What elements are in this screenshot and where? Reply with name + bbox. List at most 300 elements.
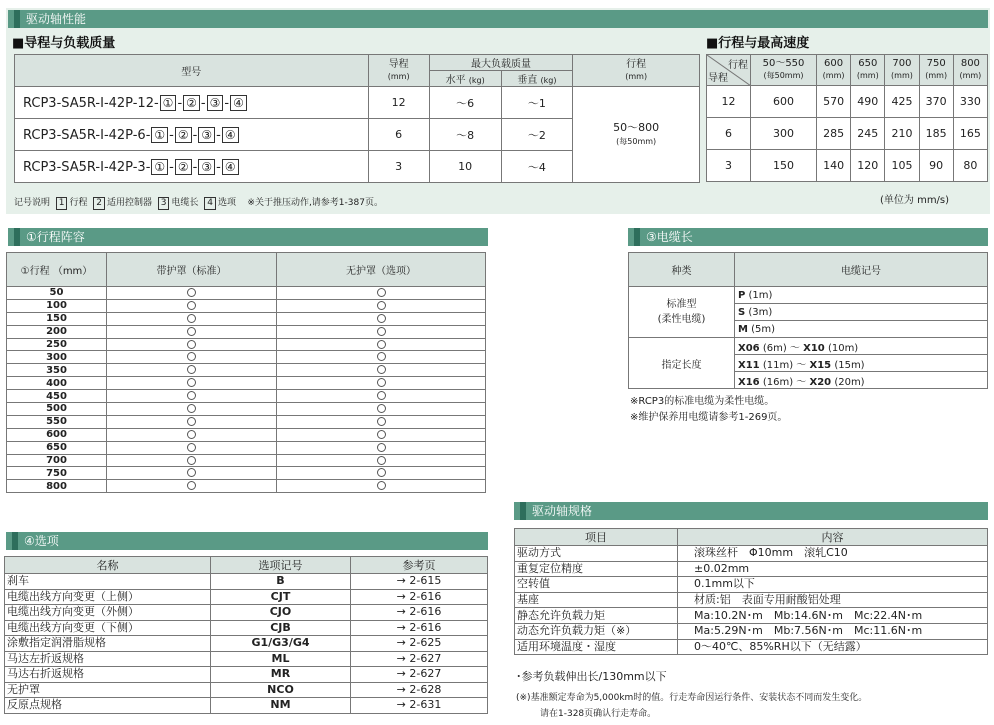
horizontal-cell: ～6 <box>429 87 501 119</box>
cable-code-cell <box>735 338 988 355</box>
speed-lead: 6 <box>707 118 751 150</box>
cable-note-2: ※维护保养用电缆请参考1-269页。 <box>630 412 788 423</box>
model-cell: RCP3-SA5R-I-42P-3- ① - ② - ③ - ④ <box>15 151 369 183</box>
col-text: 600 <box>824 58 844 69</box>
table-row <box>7 467 486 480</box>
table-row <box>7 428 486 441</box>
with-cover-cell <box>107 467 277 480</box>
option-code: NCO <box>211 682 351 698</box>
with-cover-cell <box>107 377 277 390</box>
suffix-box: ③ <box>207 95 224 111</box>
speed-value: 165 <box>953 118 987 150</box>
stroke-note: (每50mm) <box>616 137 657 146</box>
cable-code-cell <box>735 321 988 338</box>
legend-box: 3 <box>158 197 170 210</box>
table-row <box>515 623 988 639</box>
table-row <box>7 377 486 390</box>
stroke-value: 450 <box>7 390 107 403</box>
option-name: 电缆出线方向变更（上侧） <box>5 589 211 605</box>
legend-text: 电缆长 <box>171 198 199 208</box>
stroke-value: 300 <box>7 351 107 364</box>
option-name: 马达左折返规格 <box>5 651 211 667</box>
col-unit: (mm) <box>959 71 982 80</box>
suffix-box: ④ <box>230 95 247 111</box>
options-body <box>5 574 488 714</box>
legend-text: 选项 <box>217 198 236 208</box>
available-circle-icon <box>377 391 386 400</box>
lead-unit: (mm) <box>387 71 410 81</box>
speed-value: 570 <box>817 86 851 118</box>
option-name: 刹车 <box>5 574 211 590</box>
stroke-value: 250 <box>7 338 107 351</box>
spec-content: 0～40℃、85%RH以下（无结露） <box>678 639 988 655</box>
speed-corner-cell <box>707 55 751 86</box>
speed-value: 370 <box>919 86 953 118</box>
legend-box: 2 <box>93 197 105 210</box>
available-circle-icon <box>187 327 196 336</box>
cable-code: M <box>738 323 748 335</box>
cable-code: S <box>738 306 746 318</box>
table-row <box>7 390 486 403</box>
without-cover-cell <box>277 441 486 454</box>
table-row <box>7 415 486 428</box>
available-circle-icon <box>377 301 386 310</box>
available-circle-icon <box>377 443 386 452</box>
without-cover-cell <box>277 325 486 338</box>
section-mark <box>14 228 20 246</box>
table-row <box>515 546 988 562</box>
lead-cell: 6 <box>368 119 429 151</box>
cable-code: X16 <box>738 376 760 388</box>
cable-len: (5m) <box>751 323 776 335</box>
section-bar-stroke <box>8 228 488 246</box>
cable-code: P <box>738 289 746 301</box>
vertical-cell: ～2 <box>501 119 573 151</box>
available-circle-icon <box>377 365 386 374</box>
table-row <box>7 325 486 338</box>
spec-item: 空转值 <box>515 577 678 593</box>
option-code-header: 选项记号 <box>211 557 351 574</box>
available-circle-icon <box>187 481 196 490</box>
with-cover-cell <box>107 299 277 312</box>
spec-note-2: (※)基准额定寿命为5,000km时的值。行走寿命因运行条件、安装状态不同而发生变化。 <box>516 693 868 703</box>
option-name: 马达右折返规格 <box>5 667 211 683</box>
with-cover-cell <box>107 454 277 467</box>
legend-box: 1 <box>56 197 68 210</box>
legend-line <box>14 195 383 210</box>
available-circle-icon <box>187 468 196 477</box>
speed-lead: 3 <box>707 150 751 182</box>
stroke-value: 350 <box>7 364 107 377</box>
stroke-cell <box>573 87 700 183</box>
available-circle-icon <box>187 443 196 452</box>
suffix-box: ① <box>160 95 177 111</box>
speed-col <box>919 55 953 86</box>
cable-len: (16m) <box>762 376 794 388</box>
table-row <box>7 364 486 377</box>
available-circle-icon <box>187 288 196 297</box>
table-row <box>7 312 486 325</box>
option-page-link[interactable]: → 2-628 <box>351 682 488 698</box>
col-text: 650 <box>858 58 878 69</box>
stroke-value: 150 <box>7 312 107 325</box>
option-page-link[interactable]: → 2-627 <box>351 667 488 683</box>
horizontal-cell: ～8 <box>429 119 501 151</box>
available-circle-icon <box>377 430 386 439</box>
table-row <box>515 608 988 624</box>
suffix-box: ③ <box>198 159 215 175</box>
spec-item-header: 项目 <box>515 529 678 546</box>
spec-item: 驱动方式 <box>515 546 678 562</box>
spec-body <box>515 546 988 655</box>
spec-content: 滚珠丝杆 Φ10mm 滚轧C10 <box>678 546 988 562</box>
vertical-header <box>501 71 573 87</box>
stroke-value: 500 <box>7 403 107 416</box>
suffix-box: ② <box>175 127 192 143</box>
suffix-box: ① <box>151 127 168 143</box>
table-row <box>5 651 488 667</box>
stroke-value: 50～800 <box>613 121 660 134</box>
suffix-box: ② <box>175 159 192 175</box>
standard-sub: (柔性电缆) <box>657 314 706 325</box>
section-mark <box>12 532 18 550</box>
spec-content: Ma:10.2N･m Mb:14.6N･m Mc:22.4N･m <box>678 608 988 624</box>
speed-value: 300 <box>751 118 817 150</box>
without-cover-cell <box>277 287 486 300</box>
stroke-value: 400 <box>7 377 107 390</box>
available-circle-icon <box>187 430 196 439</box>
available-circle-icon <box>377 340 386 349</box>
speed-col <box>851 55 885 86</box>
horizontal-header <box>429 71 501 87</box>
table-row <box>5 698 488 714</box>
without-cover-cell <box>277 299 486 312</box>
available-circle-icon <box>377 288 386 297</box>
without-cover-cell <box>277 467 486 480</box>
without-cover-cell <box>277 480 486 493</box>
without-cover-cell <box>277 390 486 403</box>
speed-value: 80 <box>953 150 987 182</box>
option-page-link[interactable]: → 2-616 <box>351 605 488 621</box>
standard-type-cell <box>629 287 735 338</box>
section-title: ④选项 <box>24 534 59 548</box>
special-type-cell: 指定长度 <box>629 338 735 389</box>
lead-header <box>368 55 429 87</box>
tilde: ～ <box>789 342 800 354</box>
cable-code-cell <box>735 355 988 372</box>
with-cover-cell <box>107 351 277 364</box>
stroke-value: 600 <box>7 428 107 441</box>
col-unit: (mm) <box>856 71 879 80</box>
table-row <box>515 592 988 608</box>
model-cell: RCP3-SA5R-I-42P-12- ① - ② - ③ - ④ <box>15 87 369 119</box>
speed-value: 285 <box>817 118 851 150</box>
cable-len: (3m) <box>748 306 773 318</box>
available-circle-icon <box>187 340 196 349</box>
lead-load-title: ■导程与负载质量 <box>12 36 116 51</box>
with-cover-cell <box>107 338 277 351</box>
option-code: CJT <box>211 589 351 605</box>
vertical-cell: ～1 <box>501 87 573 119</box>
cable-code: X10 <box>803 342 825 354</box>
cable-code-cell <box>735 287 988 304</box>
with-cover-cell <box>107 415 277 428</box>
stroke-value: 550 <box>7 415 107 428</box>
available-circle-icon <box>377 481 386 490</box>
section-mark <box>14 10 20 28</box>
with-cover-cell <box>107 287 277 300</box>
stroke-value: 800 <box>7 480 107 493</box>
cable-code-cell <box>735 372 988 389</box>
with-cover-cell <box>107 428 277 441</box>
col-unit: (mm) <box>925 71 948 80</box>
stroke-value: 750 <box>7 467 107 480</box>
without-cover-cell <box>277 364 486 377</box>
section-mark <box>520 502 526 520</box>
legend-prefix: 记号说明 <box>14 198 51 208</box>
tilde: ～ <box>796 376 807 388</box>
available-circle-icon <box>187 391 196 400</box>
speed-value: 120 <box>851 150 885 182</box>
with-cover-cell <box>107 390 277 403</box>
table-row <box>5 605 488 621</box>
option-code: G1/G3/G4 <box>211 636 351 652</box>
cable-len: (6m) <box>762 342 787 354</box>
speed-value: 490 <box>851 86 885 118</box>
option-page-link[interactable]: → 2-627 <box>351 651 488 667</box>
stroke-value: 100 <box>7 299 107 312</box>
section-bar-cable <box>628 228 988 246</box>
options-table <box>4 556 488 714</box>
col-text: 700 <box>892 58 912 69</box>
without-cover-cell <box>277 428 486 441</box>
available-circle-icon <box>377 314 386 323</box>
spec-content: 材质:铝 表面专用耐酸铝处理 <box>678 592 988 608</box>
table-row <box>515 577 988 593</box>
option-page-link[interactable]: → 2-631 <box>351 698 488 714</box>
col-text: 800 <box>960 58 980 69</box>
speed-value: 330 <box>953 86 987 118</box>
model-text: RCP3-SA5R-I-42P-3- <box>23 159 151 175</box>
spec-item: 基座 <box>515 592 678 608</box>
horizontal-cell: 10 <box>429 151 501 183</box>
table-row <box>7 403 486 416</box>
with-cover-cell <box>107 441 277 454</box>
legend-text: 适用控制器 <box>106 198 152 208</box>
table-row <box>707 150 988 182</box>
available-circle-icon <box>187 404 196 413</box>
speed-value: 185 <box>919 118 953 150</box>
option-page-link[interactable]: → 2-616 <box>351 620 488 636</box>
option-code: CJB <box>211 620 351 636</box>
legend-note: ※关于推压动作,请参考1-387页。 <box>247 198 383 208</box>
corner-bottom: 导程 <box>708 73 728 84</box>
section-title: ①行程阵容 <box>26 230 85 244</box>
available-circle-icon <box>187 352 196 361</box>
speed-title: ■行程与最高速度 <box>706 36 810 51</box>
without-cover-cell <box>277 377 486 390</box>
with-cover-cell <box>107 480 277 493</box>
table-row <box>515 639 988 655</box>
vertical-cell: ～4 <box>501 151 573 183</box>
section-title: 驱动轴性能 <box>26 12 87 26</box>
available-circle-icon <box>187 365 196 374</box>
table-row <box>629 338 988 355</box>
col-first-text: 50～550 <box>762 58 805 69</box>
cable-len: (10m) <box>827 342 859 354</box>
available-circle-icon <box>187 314 196 323</box>
without-cover-cell <box>277 338 486 351</box>
suffix-box: ③ <box>198 127 215 143</box>
option-code: NM <box>211 698 351 714</box>
spec-table <box>514 528 988 655</box>
speed-col <box>953 55 987 86</box>
suffix-box: ② <box>183 95 200 111</box>
stroke-value: 650 <box>7 441 107 454</box>
suffix-box: ④ <box>222 159 239 175</box>
with-cover-cell <box>107 403 277 416</box>
lead-header-text: 导程 <box>388 58 409 70</box>
available-circle-icon <box>377 352 386 361</box>
option-code: B <box>211 574 351 590</box>
table-row <box>515 561 988 577</box>
stroke-header <box>573 55 700 87</box>
option-page-link[interactable]: → 2-616 <box>351 589 488 605</box>
option-name: 涂敷指定润滑脂规格 <box>5 636 211 652</box>
spec-content-header: 内容 <box>678 529 988 546</box>
table-row <box>7 351 486 364</box>
available-circle-icon <box>187 456 196 465</box>
available-circle-icon <box>377 417 386 426</box>
table-row <box>5 636 488 652</box>
option-name: 反原点规格 <box>5 698 211 714</box>
col-unit: (mm) <box>891 71 913 80</box>
model-text: RCP3-SA5R-I-42P-6- <box>23 127 151 143</box>
spec-note-1: ･参考负载伸出长/130mm以下 <box>516 670 667 683</box>
option-page-link[interactable]: → 2-615 <box>351 574 488 590</box>
available-circle-icon <box>187 301 196 310</box>
stroke-value: 200 <box>7 325 107 338</box>
speed-value: 140 <box>817 150 851 182</box>
with-cover-header: 带护罩（标准） <box>107 253 277 287</box>
cable-len: (1m) <box>748 289 773 301</box>
kg-unit: (kg) <box>468 76 485 85</box>
option-code: MR <box>211 667 351 683</box>
col-unit: (mm) <box>822 71 845 80</box>
kg-unit: (kg) <box>540 76 557 85</box>
lead-cell: 3 <box>368 151 429 183</box>
without-cover-cell <box>277 312 486 325</box>
table-row <box>5 589 488 605</box>
available-circle-icon <box>377 468 386 477</box>
lead-load-table <box>14 54 700 183</box>
legend-box: 4 <box>204 197 216 210</box>
without-cover-header: 无护罩（选项） <box>277 253 486 287</box>
stroke-value: 50 <box>7 287 107 300</box>
max-load-header: 最大负载质量 <box>429 55 573 71</box>
speed-lead: 12 <box>707 86 751 118</box>
spec-content: Ma:5.29N･m Mb:7.56N･m Mc:11.6N･m <box>678 623 988 639</box>
section-title: 驱动轴规格 <box>532 504 593 518</box>
speed-table <box>706 54 988 182</box>
without-cover-cell <box>277 454 486 467</box>
option-name-header: 名称 <box>5 557 211 574</box>
table-row <box>7 441 486 454</box>
table-row <box>707 86 988 118</box>
cable-code: X11 <box>738 359 760 371</box>
cable-code: X15 <box>809 359 832 371</box>
available-circle-icon <box>377 404 386 413</box>
speed-col-first <box>751 55 817 86</box>
speed-col <box>885 55 919 86</box>
col-text: 750 <box>926 58 946 69</box>
available-circle-icon <box>187 417 196 426</box>
vertical-text: 垂直 <box>517 75 538 86</box>
cable-type-header: 种类 <box>629 253 735 287</box>
speed-value: 600 <box>751 86 817 118</box>
spec-content: 0.1mm以下 <box>678 577 988 593</box>
available-circle-icon <box>377 456 386 465</box>
spec-item: 适用环境温度・湿度 <box>515 639 678 655</box>
table-row <box>5 667 488 683</box>
suffix-box: ④ <box>222 127 239 143</box>
without-cover-cell <box>277 351 486 364</box>
table-row <box>15 87 700 119</box>
spec-item: 动态允许负载力矩（※） <box>515 623 678 639</box>
cable-len: (11m) <box>762 359 794 371</box>
with-cover-cell <box>107 325 277 338</box>
speed-value: 245 <box>851 118 885 150</box>
option-name: 电缆出线方向变更（外侧） <box>5 605 211 621</box>
section-bar-spec <box>514 502 988 520</box>
stroke-body <box>7 287 486 493</box>
cable-len: (15m) <box>834 359 865 371</box>
spec-item: 静态允许负载力矩 <box>515 608 678 624</box>
corner-top: 行程 <box>728 60 748 71</box>
table-row <box>5 620 488 636</box>
horizontal-text: 水平 <box>445 75 466 86</box>
cable-code-cell <box>735 304 988 321</box>
option-name: 电缆出线方向变更（下侧） <box>5 620 211 636</box>
speed-col <box>817 55 851 86</box>
table-row <box>5 574 488 590</box>
lead-cell: 12 <box>368 87 429 119</box>
table-row <box>7 454 486 467</box>
spec-item: 重复定位精度 <box>515 561 678 577</box>
table-row <box>7 480 486 493</box>
stroke-header-text: 行程 <box>626 58 647 70</box>
stroke-unit: (mm) <box>625 71 648 81</box>
speed-unit-note: (单位为 mm/s) <box>880 195 950 206</box>
section-bar-drive-axis <box>8 10 988 28</box>
stroke-lineup-table <box>6 252 486 493</box>
cable-code: X20 <box>809 376 832 388</box>
section-mark <box>634 228 640 246</box>
table-row <box>7 338 486 351</box>
with-cover-cell <box>107 364 277 377</box>
section-title: ③电缆长 <box>646 230 693 244</box>
speed-value: 210 <box>885 118 919 150</box>
stroke-header: ①行程 （mm） <box>7 253 107 287</box>
cable-code: X06 <box>738 342 760 354</box>
cable-note-1: ※RCP3的标准电缆为柔性电缆。 <box>630 396 775 407</box>
option-page-link[interactable]: → 2-625 <box>351 636 488 652</box>
table-row <box>629 287 988 304</box>
option-page-header: 参考页 <box>351 557 488 574</box>
option-code: CJO <box>211 605 351 621</box>
cable-table <box>628 252 988 389</box>
without-cover-cell <box>277 415 486 428</box>
